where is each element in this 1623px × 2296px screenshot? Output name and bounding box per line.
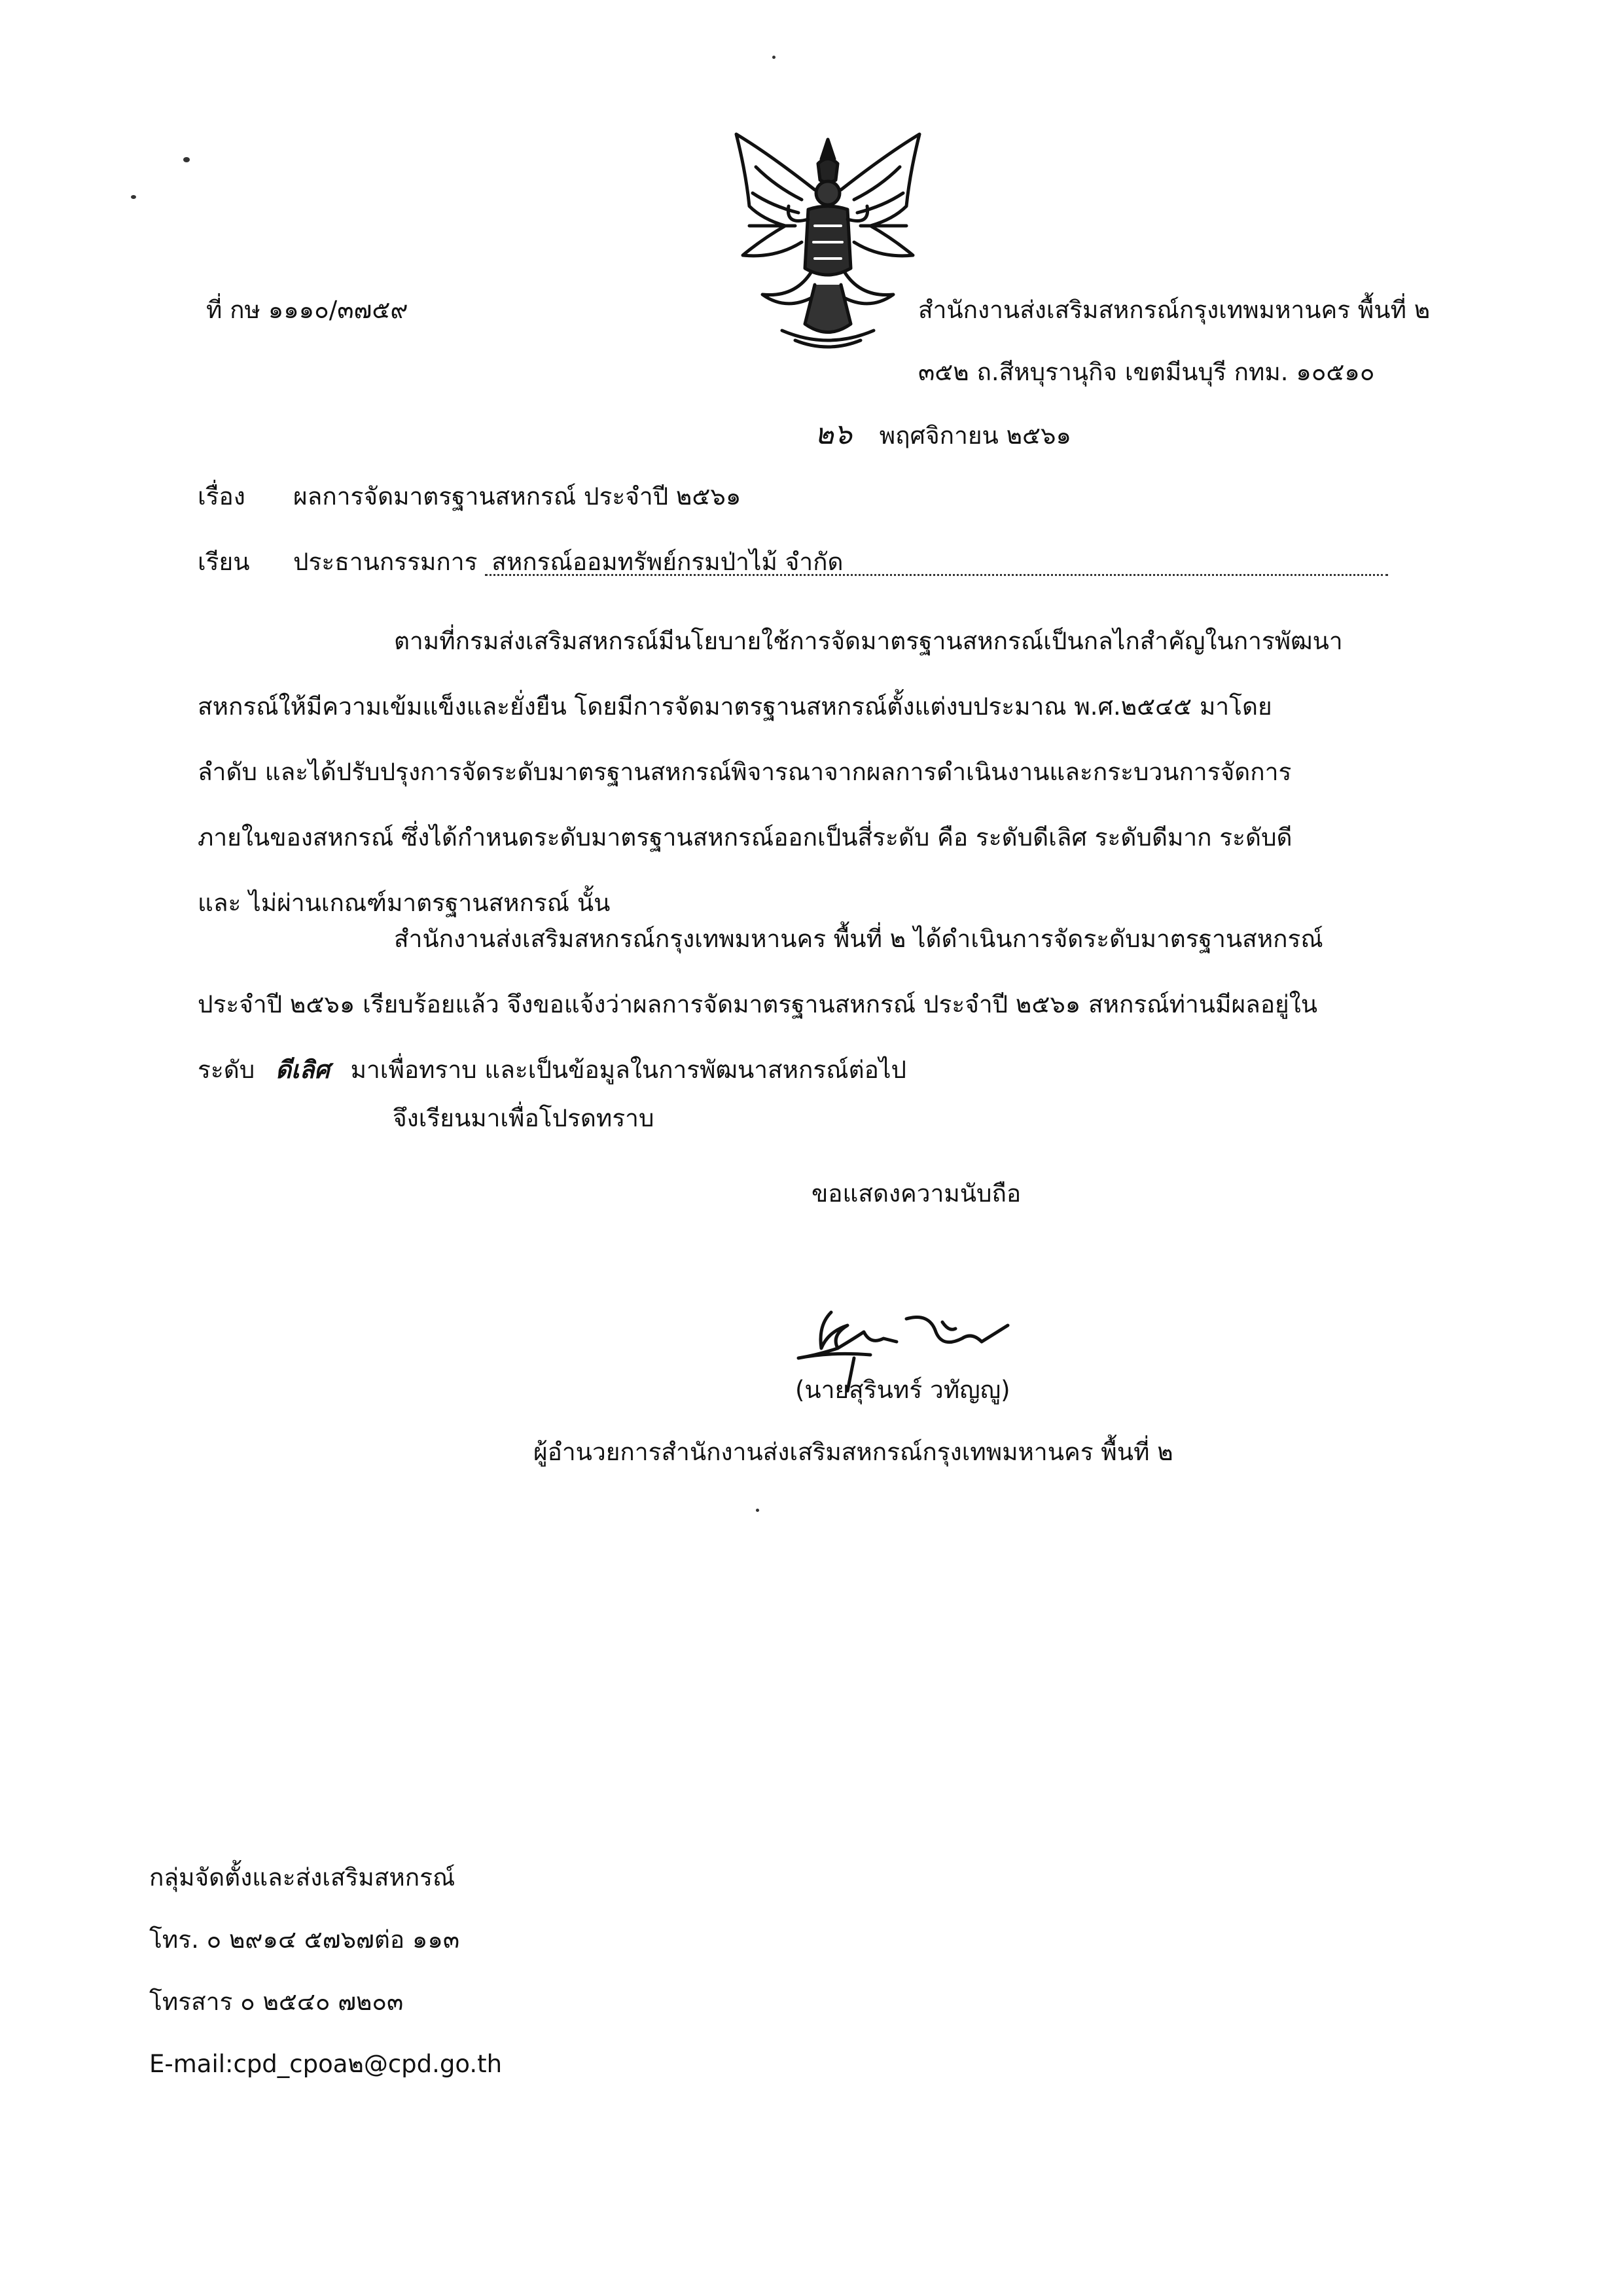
signer-name: (นายสุรินทร์ วทัญญู) [795, 1376, 1010, 1404]
paragraph-line: สำนักงานส่งเสริมสหกรณ์กรุงเทพมหานคร พื้นที่ ๒ ได้ดำเนินการจัดระดับมาตรฐานสหกรณ์ [394, 925, 1323, 953]
standard-level: ดีเลิศ [276, 1056, 330, 1084]
scan-speck [772, 56, 776, 59]
paragraph-line: ประจำปี ๒๕๖๑ เรียบร้อยแล้ว จึงขอแจ้งว่าผลการจัดมาตรฐานสหกรณ์ ประจำปี ๒๕๖๑ สหกรณ์ท่านมีผลอยู่ใน [198, 990, 1318, 1018]
level-suffix: มาเพื่อทราบ และเป็นข้อมูลในการพัฒนาสหกรณ์ต่อไป [350, 1056, 906, 1084]
recipient-name: สหกรณ์ออมทรัพย์กรมป่าไม้ จำกัด [485, 550, 1388, 576]
recipient-prefix: ประธานกรรมการ [293, 548, 478, 576]
scan-speck [756, 1509, 759, 1512]
paragraph-line: ลำดับ และได้ปรับปรุงการจัดระดับมาตรฐานสหกรณ์พิจารณาจากผลการดำเนินงานและกระบวนการจัดการ [198, 758, 1292, 786]
letter-date [815, 420, 1071, 449]
paragraph-line: ตามที่กรมส่งเสริมสหกรณ์มีนโยบายใช้การจัดมาตรฐานสหกรณ์เป็นกลไกสำคัญในการพัฒนา [394, 627, 1343, 655]
recipient-label: เรียน [198, 548, 250, 576]
date-month-year: พฤศจิกายน ๒๕๖๑ [879, 422, 1071, 450]
level-label: ระดับ [198, 1056, 255, 1084]
reference-number: ที่ กษ ๑๑๑๐/๓๗๕๙ [206, 296, 408, 324]
footer-email: E-mail:cpd_cpoa๒@cpd.go.th [149, 2050, 503, 2078]
paragraph-line: สหกรณ์ให้มีความเข้มแข็งและยั่งยืน โดยมีการจัดมาตรฐานสหกรณ์ตั้งแต่งบประมาณ พ.ศ.๒๕๔๕ มาโดย [198, 692, 1272, 721]
recipient-line [293, 550, 1388, 576]
issuer-office: สำนักงานส่งเสริมสหกรณ์กรุงเทพมหานคร พื้นที่ ๒ [918, 296, 1431, 324]
closing-phrase: ขอแสดงความนับถือ [812, 1179, 1022, 1208]
body-paragraph-2 [198, 906, 1500, 1103]
paragraph-line: และ ไม่ผ่านเกณฑ์มาตรฐานสหกรณ์ นั้น [198, 889, 611, 917]
paragraph-line [198, 1037, 1500, 1103]
scan-speck [183, 157, 190, 162]
footer-phone: โทร. ๐ ๒๙๑๔ ๕๗๖๗ต่อ ๑๑๓ [149, 1926, 460, 1954]
subject-label: เรื่อง [198, 482, 245, 511]
garuda-emblem [723, 128, 933, 357]
signer-position: ผู้อำนวยการสำนักงานส่งเสริมสหกรณ์กรุงเทพมหานคร พื้นที่ ๒ [533, 1438, 1173, 1466]
body-paragraph-1 [198, 609, 1500, 936]
date-day: ๒๖ [815, 418, 852, 451]
scan-speck [131, 195, 136, 199]
subject-text: ผลการจัดมาตรฐานสหกรณ์ ประจำปี ๒๕๖๑ [293, 482, 741, 511]
footer-department: กลุ่มจัดตั้งและส่งเสริมสหกรณ์ [149, 1863, 455, 1892]
footer-fax: โทรสาร ๐ ๒๕๔๐ ๗๒๐๓ [149, 1988, 404, 2016]
paragraph-line: ภายในของสหกรณ์ ซึ่งได้กำหนดระดับมาตรฐานสหกรณ์ออกเป็นสี่ระดับ คือ ระดับดีเลิศ ระดับดีมาก ระดับดี [198, 823, 1293, 852]
closing-request: จึงเรียนมาเพื่อโปรดทราบ [393, 1104, 654, 1132]
issuer-address: ๓๕๒ ถ.สีหบุรานุกิจ เขตมีนบุรี กทม. ๑๐๕๑๐ [918, 358, 1375, 386]
